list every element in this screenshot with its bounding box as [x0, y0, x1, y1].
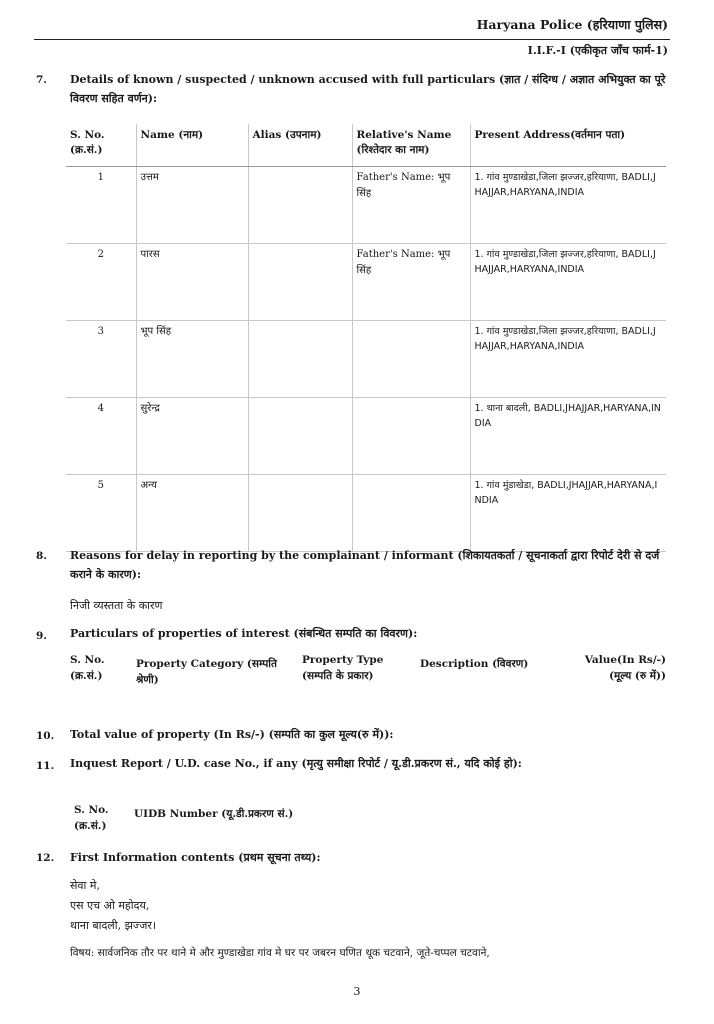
property-col-category: Property Category (सम्पति श्रेणी) [136, 658, 278, 686]
row-address: 1. गांव मुंडाखेडा, BADLI,JHAJJAR,HARYANA,INDIA [470, 475, 666, 552]
row-name: पारस [136, 244, 248, 321]
col-name-header: Name (नाम) [136, 124, 248, 167]
row-relative: Father's Name: भूप सिंह [352, 167, 470, 244]
fir-line-2: एस एच ओ महोदय, [70, 899, 150, 912]
row-alias [248, 244, 352, 321]
row-sno: 3 [66, 321, 136, 398]
section-7-number: 7. [36, 74, 47, 86]
form-title: I.I.F.-I (एकीकृत जाँच फार्म-1) [527, 44, 668, 57]
fir-subject: विषय: सार्वजनिक तौर पर थाने मे और मुण्डाखेडा गांव मे घर पर जबरन घणित थूक चटवाने, जूते-चप्पल चटवाने, [70, 947, 490, 959]
table-row [66, 167, 666, 244]
section-9-number: 9. [36, 630, 47, 642]
col-relative-header: Relative's Name (रिश्तेदार का नाम) [352, 124, 470, 167]
row-alias [248, 398, 352, 475]
row-sno: 5 [66, 475, 136, 552]
accused-table [66, 124, 666, 552]
section-12-number: 12. [36, 852, 55, 864]
row-relative [352, 321, 470, 398]
row-address: 1. गांव मुण्डाखेडा,जिला झज्जर,हरियाणा, BADLI,JHAJJAR,HARYANA,INDIA [470, 167, 666, 244]
fir-line-3: थाना बादली, झज्जर। [70, 919, 157, 932]
row-sno: 4 [66, 398, 136, 475]
table-row [66, 475, 666, 552]
section-8-number: 8. [36, 550, 47, 562]
delay-reason-text: निजी व्यस्तता के कारण [70, 599, 163, 612]
property-col-type: Property Type (सम्पति के प्रकार) [302, 654, 384, 682]
section-10-title: Total value of property (In Rs/-) (सम्पति का कुल मूल्य(रु में)): [70, 728, 394, 741]
property-col-sno: S. No. (क्र.सं.) [70, 654, 105, 682]
row-name: सुरेन्द्र [136, 398, 248, 475]
row-alias [248, 321, 352, 398]
section-11-title: Inquest Report / U.D. case No., if any (मृत्यु समीक्षा रिपोर्ट / यू.डी.प्रकरण सं., यदि कोई हो): [70, 757, 522, 770]
row-alias [248, 167, 352, 244]
section-11-number: 11. [36, 760, 55, 772]
row-sno: 1 [66, 167, 136, 244]
row-relative [352, 475, 470, 552]
section-7-title: Details of known / suspected / unknown accused with full particulars (ज्ञात / संदिग्ध / अज्ञात अभियुक्त का पूरे विवरण सहित वर्णन): [70, 73, 666, 105]
section-9-title: Particulars of properties of interest (संबन्धित सम्पति का विवरण): [70, 627, 418, 640]
inquest-col-uidb: UIDB Number (यू.डी.प्रकरण सं.) [134, 808, 294, 820]
row-name: भूप सिंह [136, 321, 248, 398]
col-address-header: Present Address(वर्तमान पता) [470, 124, 666, 167]
section-12-title: First Information contents (प्रथम सूचना तथ्य): [70, 851, 321, 864]
table-row [66, 321, 666, 398]
section-10-number: 10. [36, 730, 55, 742]
page-number: 3 [353, 985, 361, 998]
row-relative: Father's Name: भूप सिंह [352, 244, 470, 321]
row-address: 1. गांव मुण्डाखेडा,जिला झज्जर,हरियाणा, BADLI,JHAJJAR,HARYANA,INDIA [470, 244, 666, 321]
accused-table-header [66, 124, 666, 167]
header-rule [34, 39, 670, 40]
table-row [66, 244, 666, 321]
property-col-description: Description (विवरण) [420, 658, 529, 670]
col-sno-header: S. No. (क्र.सं.) [66, 124, 136, 167]
col-alias-header: Alias (उपनाम) [248, 124, 352, 167]
row-name: उत्तम [136, 167, 248, 244]
row-address: 1. थाना बादली, BADLI,JHAJJAR,HARYANA,INDIA [470, 398, 666, 475]
section-8-title: Reasons for delay in reporting by the complainant / informant (शिकायतकर्ता / सूचनाकर्ता द्वारा रिपोर्ट देरी से दर्ज कराने के कारण): [70, 549, 660, 581]
row-name: अन्य [136, 475, 248, 552]
row-relative [352, 398, 470, 475]
row-alias [248, 475, 352, 552]
fir-line-1: सेवा मे, [70, 879, 100, 892]
inquest-col-sno: S. No. (क्र.सं.) [74, 804, 109, 832]
row-address: 1. गांव मुण्डाखेडा,जिला झज्जर,हरियाणा, BADLI,JHAJJAR,HARYANA,INDIA [470, 321, 666, 398]
row-sno: 2 [66, 244, 136, 321]
page-header-title: Haryana Police (हरियाणा पुलिस) [476, 17, 668, 32]
property-col-value: Value(In Rs/-) (मूल्य (रु में)) [584, 654, 666, 682]
table-row [66, 398, 666, 475]
